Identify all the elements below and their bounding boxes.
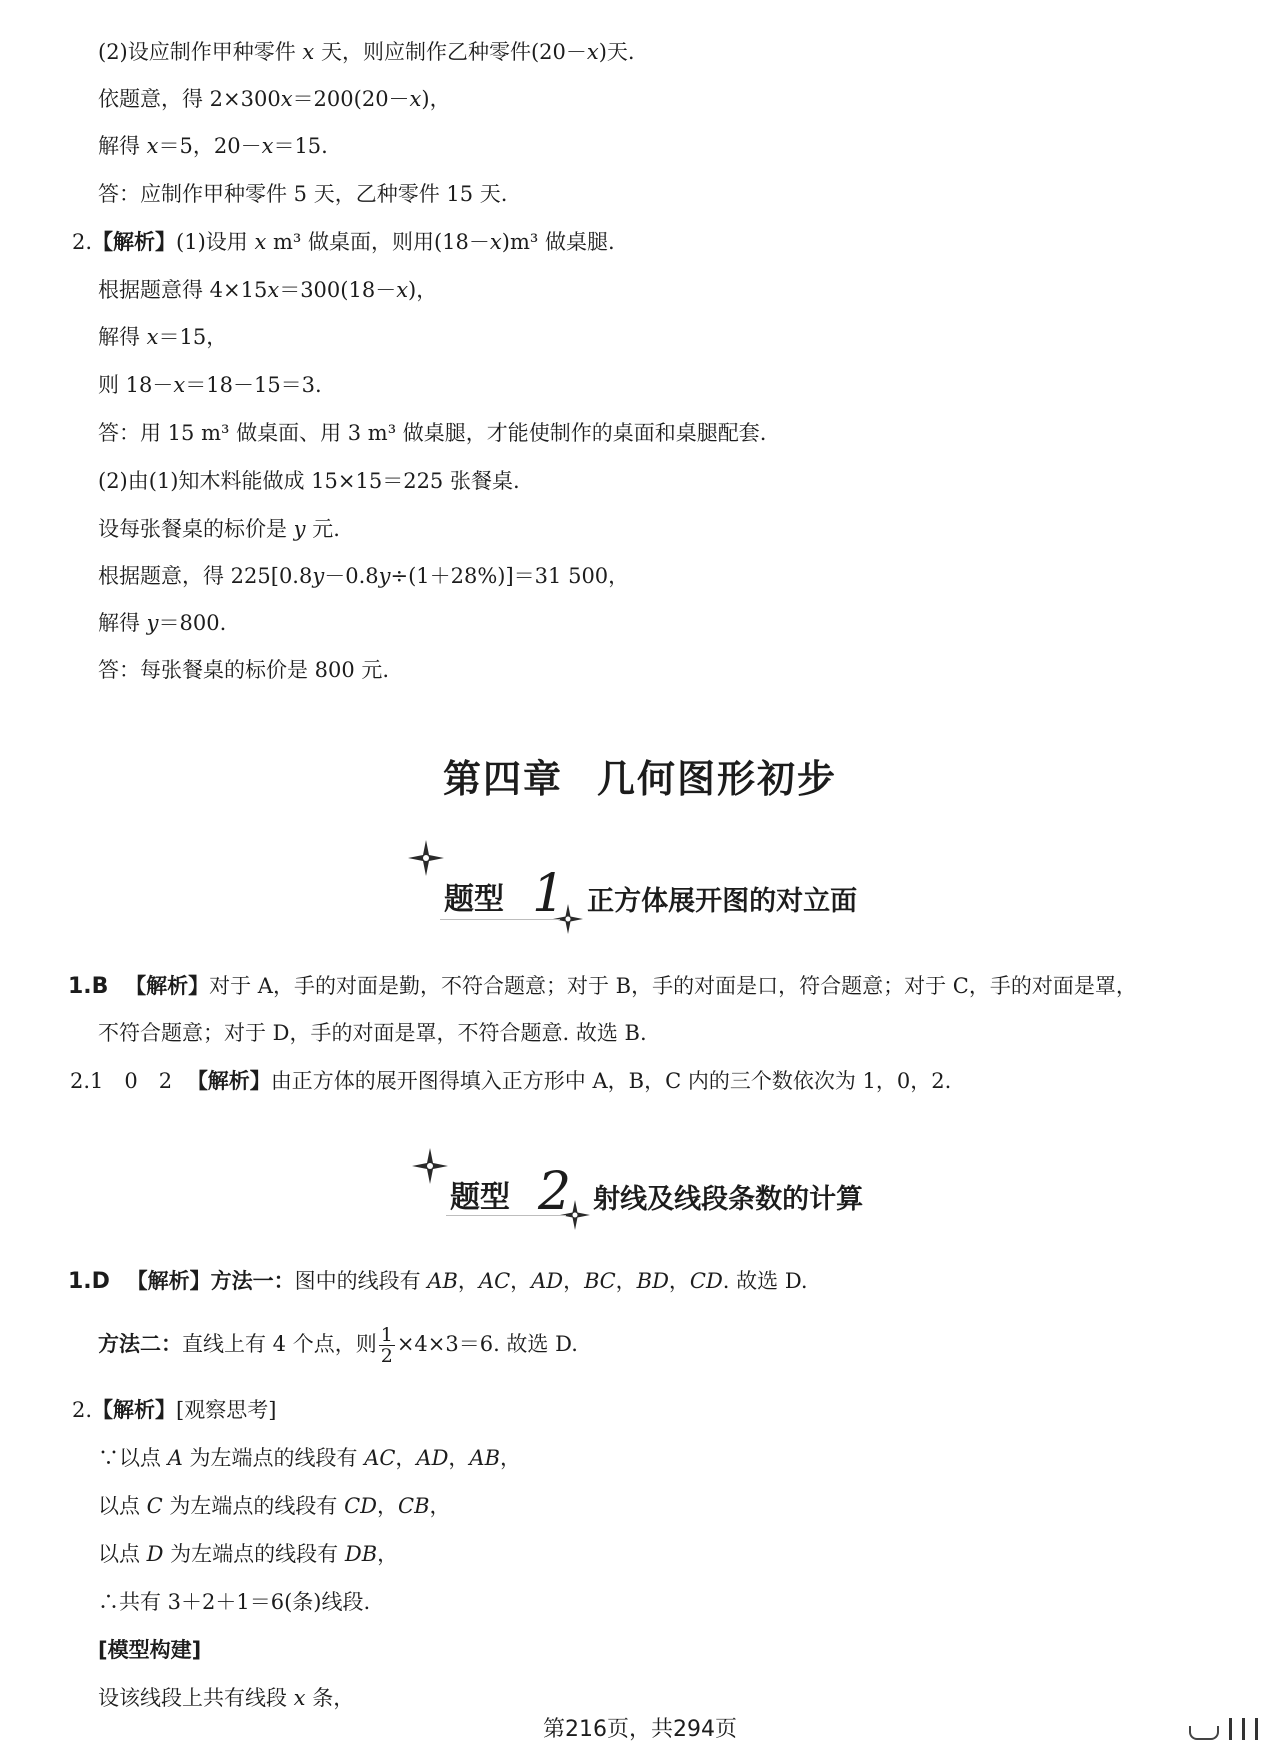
question-type-2-heading [450, 1150, 863, 1230]
analysis-tag: 【解析】 [126, 1269, 211, 1293]
text-line: 答：应制作甲种零件 5 天，乙种零件 15 天. [98, 182, 508, 206]
text-line: 答：用 15 m³ 做桌面、用 3 m³ 做桌腿，才能使制作的桌面和桌腿配套. [98, 421, 767, 445]
question-number: 2. [72, 230, 93, 254]
chapter-title [0, 748, 1280, 803]
method-label: 方法一： [210, 1269, 295, 1293]
analysis-tag: 【解析】 [92, 230, 177, 254]
text-line: 设每张餐桌的标价是 𝑦 元. [98, 517, 340, 541]
chapter-number: 第四章 [442, 757, 563, 801]
analysis-tag: 【解析】 [125, 974, 210, 998]
sparkle-icon [408, 840, 444, 876]
answer-line [70, 1067, 951, 1095]
question-type-number: 2 [538, 1162, 572, 1222]
scroll-controls[interactable] [1189, 1718, 1258, 1740]
question-type-number: 1 [532, 864, 566, 924]
question-type-label: 题型 [444, 882, 504, 917]
answer-text: 直线上有 4 个点，则 [182, 1332, 377, 1356]
text-line: 答：每张餐桌的标价是 800 元. [98, 658, 390, 682]
text-line: (2)设应制作甲种零件 𝑥 天，则应制作乙种零件(20－𝑥)天. [98, 40, 635, 64]
answer-text: 对于 A，手的对面是勤，不符合题意；对于 B，手的对面是口，符合题意；对于 C，手的对面是罩， [209, 974, 1137, 998]
fraction-numerator: 1 [380, 1324, 393, 1346]
answer-text: 由正方体的展开图得填入正方形中 A，B，C 内的三个数依次为 1，0，2. [270, 1069, 952, 1093]
text-line: (2)由(1)知木料能做成 15×15＝225 张餐桌. [98, 469, 520, 493]
question-type-1-heading [444, 852, 857, 932]
question-2-header [72, 228, 615, 256]
text-line: 设该线段上共有线段 𝑥 条， [98, 1686, 355, 1710]
section-bracket: [模型构建] [98, 1638, 202, 1662]
fraction [379, 1325, 395, 1366]
analysis-tag: 【解析】 [186, 1069, 271, 1093]
analysis-tag: 【解析】 [92, 1398, 177, 1422]
text-line: 根据题意得 4×15𝑥＝300(18－𝑥)， [98, 278, 438, 302]
answer-line [98, 1322, 578, 1366]
answer-line [68, 972, 1137, 1001]
answer-text: 不符合题意；对于 D，手的对面是罩，不符合题意. 故选 B. [98, 1021, 647, 1045]
text-line: 解得 𝑥＝15， [98, 325, 228, 349]
scroll-handle-icon[interactable] [1189, 1726, 1219, 1740]
answer-number: 2. [72, 1398, 93, 1422]
answer-number: 1.B [68, 974, 109, 999]
sparkle-icon [412, 1148, 448, 1184]
text-line: ∴共有 3＋2＋1＝6(条)线段. [98, 1590, 371, 1614]
text-line: 解得 𝑥＝5，20－𝑥＝15. [98, 134, 328, 158]
scroll-bar-icon[interactable] [1229, 1718, 1232, 1740]
question-type-label: 题型 [450, 1180, 510, 1215]
section-bracket: [观察思考] [176, 1398, 277, 1422]
answer-number: 2.1 0 2 [70, 1069, 173, 1093]
text-line: (1)设用 𝑥 m³ 做桌面，则用(18－𝑥)m³ 做桌腿. [176, 230, 615, 254]
answer-line [68, 1267, 808, 1296]
answer-number: 1.D [68, 1269, 110, 1294]
scroll-bar-icon[interactable] [1255, 1718, 1258, 1740]
answer-text: ×4×3＝6. 故选 D. [396, 1332, 578, 1356]
method-label: 方法二： [98, 1332, 182, 1356]
scroll-bar-icon[interactable] [1242, 1718, 1245, 1740]
text-line: 依题意，得 2×300𝑥＝200(20－𝑥)， [98, 87, 451, 111]
question-type-title: 射线及线段条数的计算 [593, 1183, 864, 1215]
text-line: 以点 𝐶 为左端点的线段有 𝐶𝐷，𝐶𝐵， [98, 1494, 451, 1518]
text-line: 解得 𝑦＝800. [98, 611, 227, 635]
text-line: 以点 𝐷 为左端点的线段有 𝐷𝐵， [98, 1542, 399, 1566]
question-type-title: 正方体展开图的对立面 [587, 885, 858, 917]
text-line: 则 18－𝑥＝18－15＝3. [98, 373, 322, 397]
page-indicator: 第216页，共294页 [543, 1717, 737, 1742]
chapter-name: 几何图形初步 [597, 757, 838, 801]
text-line: ∵以点 𝐴 为左端点的线段有 𝐴𝐶，𝐴𝐷，𝐴𝐵， [98, 1446, 522, 1470]
answer-text: 图中的线段有 𝐴𝐵，𝐴𝐶，𝐴𝐷，𝐵𝐶，𝐵𝐷，𝐶𝐷. 故选 D. [294, 1269, 808, 1293]
answer-line [72, 1396, 276, 1424]
text-line: 根据题意，得 225[0.8𝑦－0.8𝑦÷(1＋28%)]＝31 500， [98, 564, 630, 588]
fraction-denominator: 2 [380, 1345, 393, 1367]
